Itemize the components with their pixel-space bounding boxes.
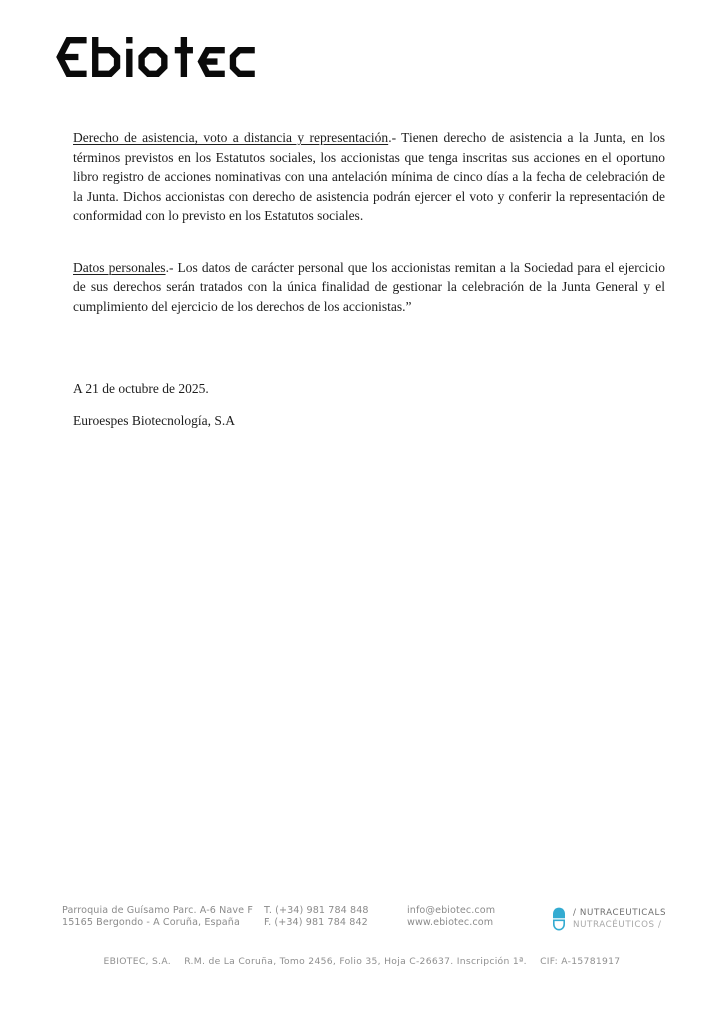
footer-website: www.ebiotec.com (407, 916, 494, 928)
paragraph-asistencia-text: Tienen derecho de asistencia a la Junta, en los términos previstos en los Estatutos sociales, los accionistas que tenga inscritas sus acciones en el oportuno libro registro de acciones nominativas con una antelación mínima de cinco días a la fecha de celebración de la Junta. Dichos accionistas con derecho de asistencia podrán ejercer el voto y conferir la representación de conformidad con lo previsto en los Estatutos sociales. (73, 130, 665, 223)
paragraph-datos-text: Los datos de carácter personal que los accionistas remitan a la Sociedad para el ejercicio de sus derechos serán tratados con la única finalidad de gestionar la celebración de la Junta General y el cumplimiento del ejercicio de los derechos de los accionistas.” (73, 259, 665, 314)
footer-contact (407, 905, 495, 928)
date-line: A 21 de octubre de 2025. (73, 381, 209, 396)
footer-address-line2: 15165 Bergondo - A Coruña, España (62, 916, 240, 928)
registry-cif: CIF: A-15781917 (540, 956, 621, 967)
signature-company: Euroespes Biotecnología, S.A (73, 412, 235, 428)
footer-phone: T. (+34) 981 784 848 (264, 905, 369, 916)
ebiotec-logo-icon (56, 37, 259, 77)
registry-details: R.M. de La Coruña, Tomo 2456, Folio 35, Hoja C-26637. Inscripción 1ª. (184, 956, 527, 967)
footer-fax: F. (+34) 981 784 842 (264, 916, 368, 928)
letter-body (73, 128, 665, 430)
footer-phones (264, 905, 369, 928)
footer-address (62, 905, 253, 928)
badge-line-es: NUTRACÉUTICOS / (573, 920, 662, 930)
paragraph-asistencia (73, 128, 665, 226)
nutraceuticals-badge (573, 907, 666, 931)
footer-address-line1: Parroquia de Guísamo Parc. A-6 Nave F (62, 905, 253, 916)
badge-line-en: / NUTRACEUTICALS (573, 908, 667, 918)
registry-line (0, 956, 724, 967)
paragraph-datos-separator: .- (165, 259, 178, 275)
paragraph-asistencia-heading: Derecho de asistencia, voto a distancia y representación (73, 130, 389, 145)
footer-email: info@ebiotec.com (407, 905, 496, 916)
paragraph-datos (73, 258, 665, 317)
pill-capsule-icon (551, 906, 567, 932)
ebiotec-logo (56, 37, 259, 77)
paragraph-asistencia-separator: .- (388, 130, 402, 145)
paragraph-datos-heading: Datos personales (73, 259, 166, 275)
registry-company: EBIOTEC, S.A. (103, 956, 171, 967)
